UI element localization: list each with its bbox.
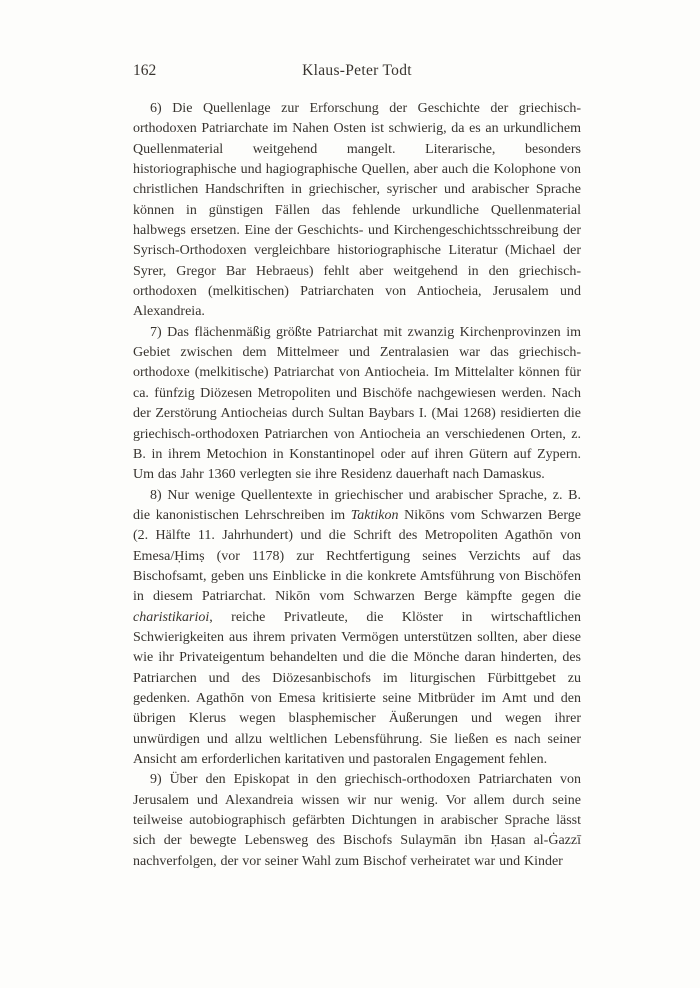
text-segment: 6) Die Quellenlage zur Erforschung der Geschichte der griechisch-orthodoxen Patriarchate im Nahen Osten ist schwierig, da es an urkundlichem Quellenmaterial weitgehend mangelt. Literarische, besonders historiographische und hagiographische Quellen, aber auch die Kolophone von christlichen Handschriften in griechischer, syrischer und arabischer Sprache können in günstigen Fällen das fehlende urkundliche Quellenmaterial halbwegs ersetzen. Eine der Geschichts- und Kirchengeschichtsschreibung der Syrisch-Orthodoxen vergleichbare historiographische Literatur (Michael der Syrer, Gregor Bar Hebraeus) fehlt aber weitgehend in den griechisch-orthodoxen (melkitischen) Patriarchaten von Antiocheia, Jerusalem und Alexandreia. bbox=[133, 101, 581, 320]
text-block bbox=[133, 61, 581, 872]
paragraph-8 bbox=[133, 486, 581, 771]
italic-term: Taktikon bbox=[350, 507, 399, 523]
text-segment: 8) Nur wenige Quellentexte in griechischer und arabischer Sprache, z. B. die kanonistischen Lehrschreiben im bbox=[133, 487, 581, 523]
text-segment: , reiche Privatleute, die Klöster in wirtschaftlichen Schwierigkeiten aus ihrem privaten Vermögen unterstützen sollten, aber diese wie ihr Privateigentum behandelten und die die Mönche daran hinderten, des Patriarchen und des Diözesanbischofs im liturgischen Fürbittgebet zu gedenken. Agathōn von Emesa kritisierte seine Mitbrüder im Amt und den übrigen Klerus wegen blasphemischer Äußerungen und wegen ihrer unwürdigen und allzu weltlichen Lebensführung. Sie ließen es nach seiner Ansicht am erforderlichen karitativen und pastoralen Engagement fehlen. bbox=[133, 609, 581, 767]
paragraph-7 bbox=[133, 323, 581, 486]
italic-term: charistikarioi bbox=[133, 609, 210, 625]
text-segment: 9) Über den Episkopat in den griechisch-orthodoxen Patriarchaten von Jerusalem und Alexandreia wissen wir nur wenig. Vor allem durch seine teilweise autobiographisch gefärbten Dichtungen in arabischer Sprache lässt sich der bewegte Lebensweg des Bischofs Sulaymān ibn Ḥasan al-Ġazzī nachverfolgen, der vor seiner Wahl zum Bischof verheiratet war und Kinder bbox=[133, 772, 581, 869]
text-segment: 7) Das flächenmäßig größte Patriarchat mit zwanzig Kirchenprovinzen im Gebiet zwischen dem Mittelmeer und Zentralasien war das griechisch-orthodoxe (melkitische) Patriarchat von Antiocheia. Im Mittelalter können für ca. fünfzig Diözesen Metropoliten und Bischöfe nachgewiesen werden. Nach der Zerstörung Antiocheias durch Sultan Baybars I. (Mai 1268) residierten die griechisch-orthodoxen Patriarchen von Antiocheia an verschiedenen Orten, z. B. in ihrem Metochion in Konstantinopel oder auf ihren Gütern auf Zypern. Um das Jahr 1360 verlegten sie ihre Residenz dauerhaft nach Damaskus. bbox=[133, 324, 581, 483]
body-text bbox=[133, 99, 581, 872]
paragraph-6 bbox=[133, 99, 581, 323]
paragraph-9 bbox=[133, 770, 581, 872]
page-number: 162 bbox=[133, 62, 157, 79]
running-title: Klaus-Peter Todt bbox=[302, 62, 412, 79]
text-segment: Nikōns vom Schwarzen Berge (2. Hälfte 11. Jahrhundert) und die Schrift des Metropoliten Agathōn von Emesa/Ḥimṣ (vor 1178) zur Rechtfertigung seines Verzichts auf das Bischofsamt, geben uns Einblicke in die konkrete Amtsführung von Bischöfen in diesem Patriarchat. Nikōn vom Schwarzen Berge kämpfte gegen die bbox=[133, 507, 582, 605]
running-header bbox=[133, 61, 581, 80]
